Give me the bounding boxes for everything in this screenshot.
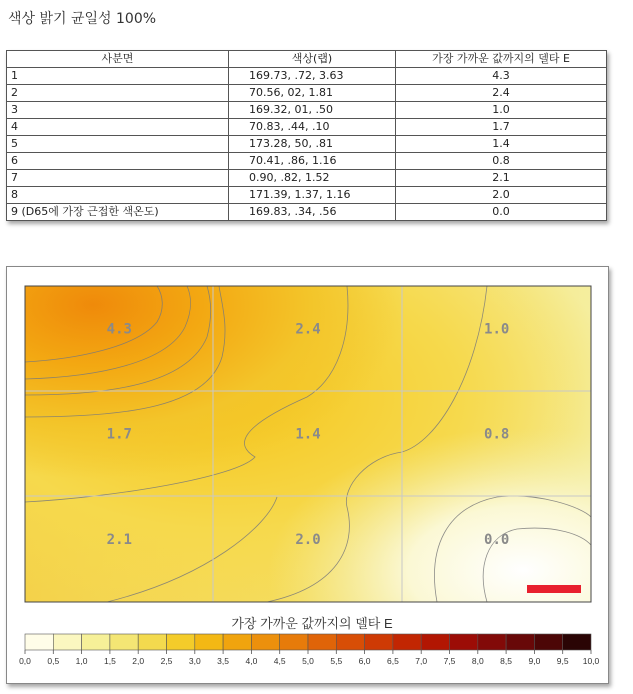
scale-tick-label: 1,0: [75, 656, 88, 666]
scale-swatch: [195, 634, 223, 650]
cell-quadrant: 8: [7, 187, 229, 204]
scale-tick-label: 8,5: [500, 656, 513, 666]
cell-lab: 70.83, .44, .10: [229, 119, 396, 136]
heatmap-plot-area: [25, 286, 591, 602]
scale-swatch: [365, 634, 393, 650]
scale-tick-label: 2,0: [132, 656, 145, 666]
cell-lab: 169.83, .34, .56: [229, 204, 396, 221]
scale-tick-label: 5,5: [330, 656, 343, 666]
scale-swatch: [308, 634, 336, 650]
cell-value-label: 2.4: [295, 321, 321, 338]
header-lab: 색상(랩): [229, 51, 396, 68]
scale-tick-label: 5,0: [302, 656, 314, 666]
cell-delta-e: 1.0: [396, 102, 607, 119]
scale-tick-label: 7,5: [443, 656, 456, 666]
cell-quadrant: 1: [7, 68, 229, 85]
scale-tick-label: 0,0: [19, 656, 31, 666]
cell-delta-e: 1.7: [396, 119, 607, 136]
scale-tick-label: 4,5: [273, 656, 286, 666]
cell-quadrant: 6: [7, 153, 229, 170]
scale-swatch: [251, 634, 279, 650]
table-row: [7, 170, 607, 187]
scale-swatch: [110, 634, 138, 650]
header-delta-e: 가장 가까운 값까지의 델타 E: [396, 51, 607, 68]
chart-title: 가장 가까운 값까지의 델타 E: [231, 616, 393, 631]
cell-quadrant: 7: [7, 170, 229, 187]
scale-swatch: [450, 634, 478, 650]
marker-bar: [527, 585, 581, 593]
scale-tick-label: 9,5: [556, 656, 569, 666]
scale-tick-label: 3,5: [217, 656, 230, 666]
cell-value-label: 1.4: [295, 426, 321, 443]
table-row: [7, 136, 607, 153]
cell-delta-e: 2.4: [396, 85, 607, 102]
cell-delta-e: 2.1: [396, 170, 607, 187]
cell-quadrant: 2: [7, 85, 229, 102]
scale-swatch: [25, 634, 53, 650]
scale-tick-label: 9,0: [528, 656, 541, 666]
table-row: [7, 102, 607, 119]
scale-tick-label: 2,5: [160, 656, 173, 666]
scale-tick-label: 4,0: [245, 656, 258, 666]
scale-swatch: [280, 634, 308, 650]
scale-swatch: [534, 634, 562, 650]
table-header-row: [7, 51, 607, 68]
scale-swatch: [138, 634, 166, 650]
cell-lab: 70.41, .86, 1.16: [229, 153, 396, 170]
header-quadrant: 사분면: [7, 51, 229, 68]
measurement-table: [6, 50, 607, 221]
uniformity-chart: [6, 266, 609, 684]
cell-value-label: 2.1: [106, 532, 132, 549]
scale-swatch: [53, 634, 81, 650]
cell-lab: 0.90, .82, 1.52: [229, 170, 396, 187]
scale-swatch: [167, 634, 195, 650]
cell-value-label: 1.0: [484, 321, 510, 338]
scale-swatch: [563, 634, 591, 650]
cell-quadrant: 4: [7, 119, 229, 136]
scale-swatch: [336, 634, 364, 650]
scale-tick-label: 8,0: [471, 656, 484, 666]
table-row: [7, 85, 607, 102]
cell-lab: 171.39, 1.37, 1.16: [229, 187, 396, 204]
cell-quadrant: 9 (D65에 가장 근접한 색온도): [7, 204, 229, 221]
scale-swatch: [421, 634, 449, 650]
cell-value-label: 2.0: [295, 532, 321, 549]
cell-delta-e: 0.0: [396, 204, 607, 221]
scale-tick-label: 0,5: [47, 656, 60, 666]
cell-delta-e: 2.0: [396, 187, 607, 204]
scale-tick-label: 7,0: [415, 656, 428, 666]
table-row: [7, 204, 607, 221]
scale-swatch: [506, 634, 534, 650]
page-title: 색상 밝기 균일성 100%: [8, 11, 157, 27]
cell-delta-e: 1.4: [396, 136, 607, 153]
cell-value-label: 0.0: [484, 532, 510, 549]
scale-tick-label: 6,0: [358, 656, 371, 666]
table-row: [7, 68, 607, 85]
uniformity-heatmap-svg: [7, 267, 608, 683]
cell-value-label: 4.3: [106, 321, 132, 338]
cell-value-label: 1.7: [106, 426, 132, 443]
scale-swatch: [478, 634, 506, 650]
cell-value-label: 0.8: [484, 426, 510, 443]
scale-swatch: [82, 634, 110, 650]
scale-tick-label: 3,0: [188, 656, 201, 666]
color-scale: [19, 634, 599, 666]
cell-lab: 173.28, 50, .81: [229, 136, 396, 153]
table-row: [7, 119, 607, 136]
scale-swatch: [393, 634, 421, 650]
cell-delta-e: 4.3: [396, 68, 607, 85]
cell-lab: 169.32, 01, .50: [229, 102, 396, 119]
scale-swatch: [223, 634, 251, 650]
scale-tick-label: 1,5: [103, 656, 116, 666]
table-row: [7, 153, 607, 170]
cell-lab: 169.73, .72, 3.63: [229, 68, 396, 85]
table-row: [7, 187, 607, 204]
cell-quadrant: 3: [7, 102, 229, 119]
cell-quadrant: 5: [7, 136, 229, 153]
cell-delta-e: 0.8: [396, 153, 607, 170]
scale-tick-label: 10,0: [582, 656, 600, 666]
scale-tick-label: 6,5: [386, 656, 399, 666]
cell-lab: 70.56, 02, 1.81: [229, 85, 396, 102]
